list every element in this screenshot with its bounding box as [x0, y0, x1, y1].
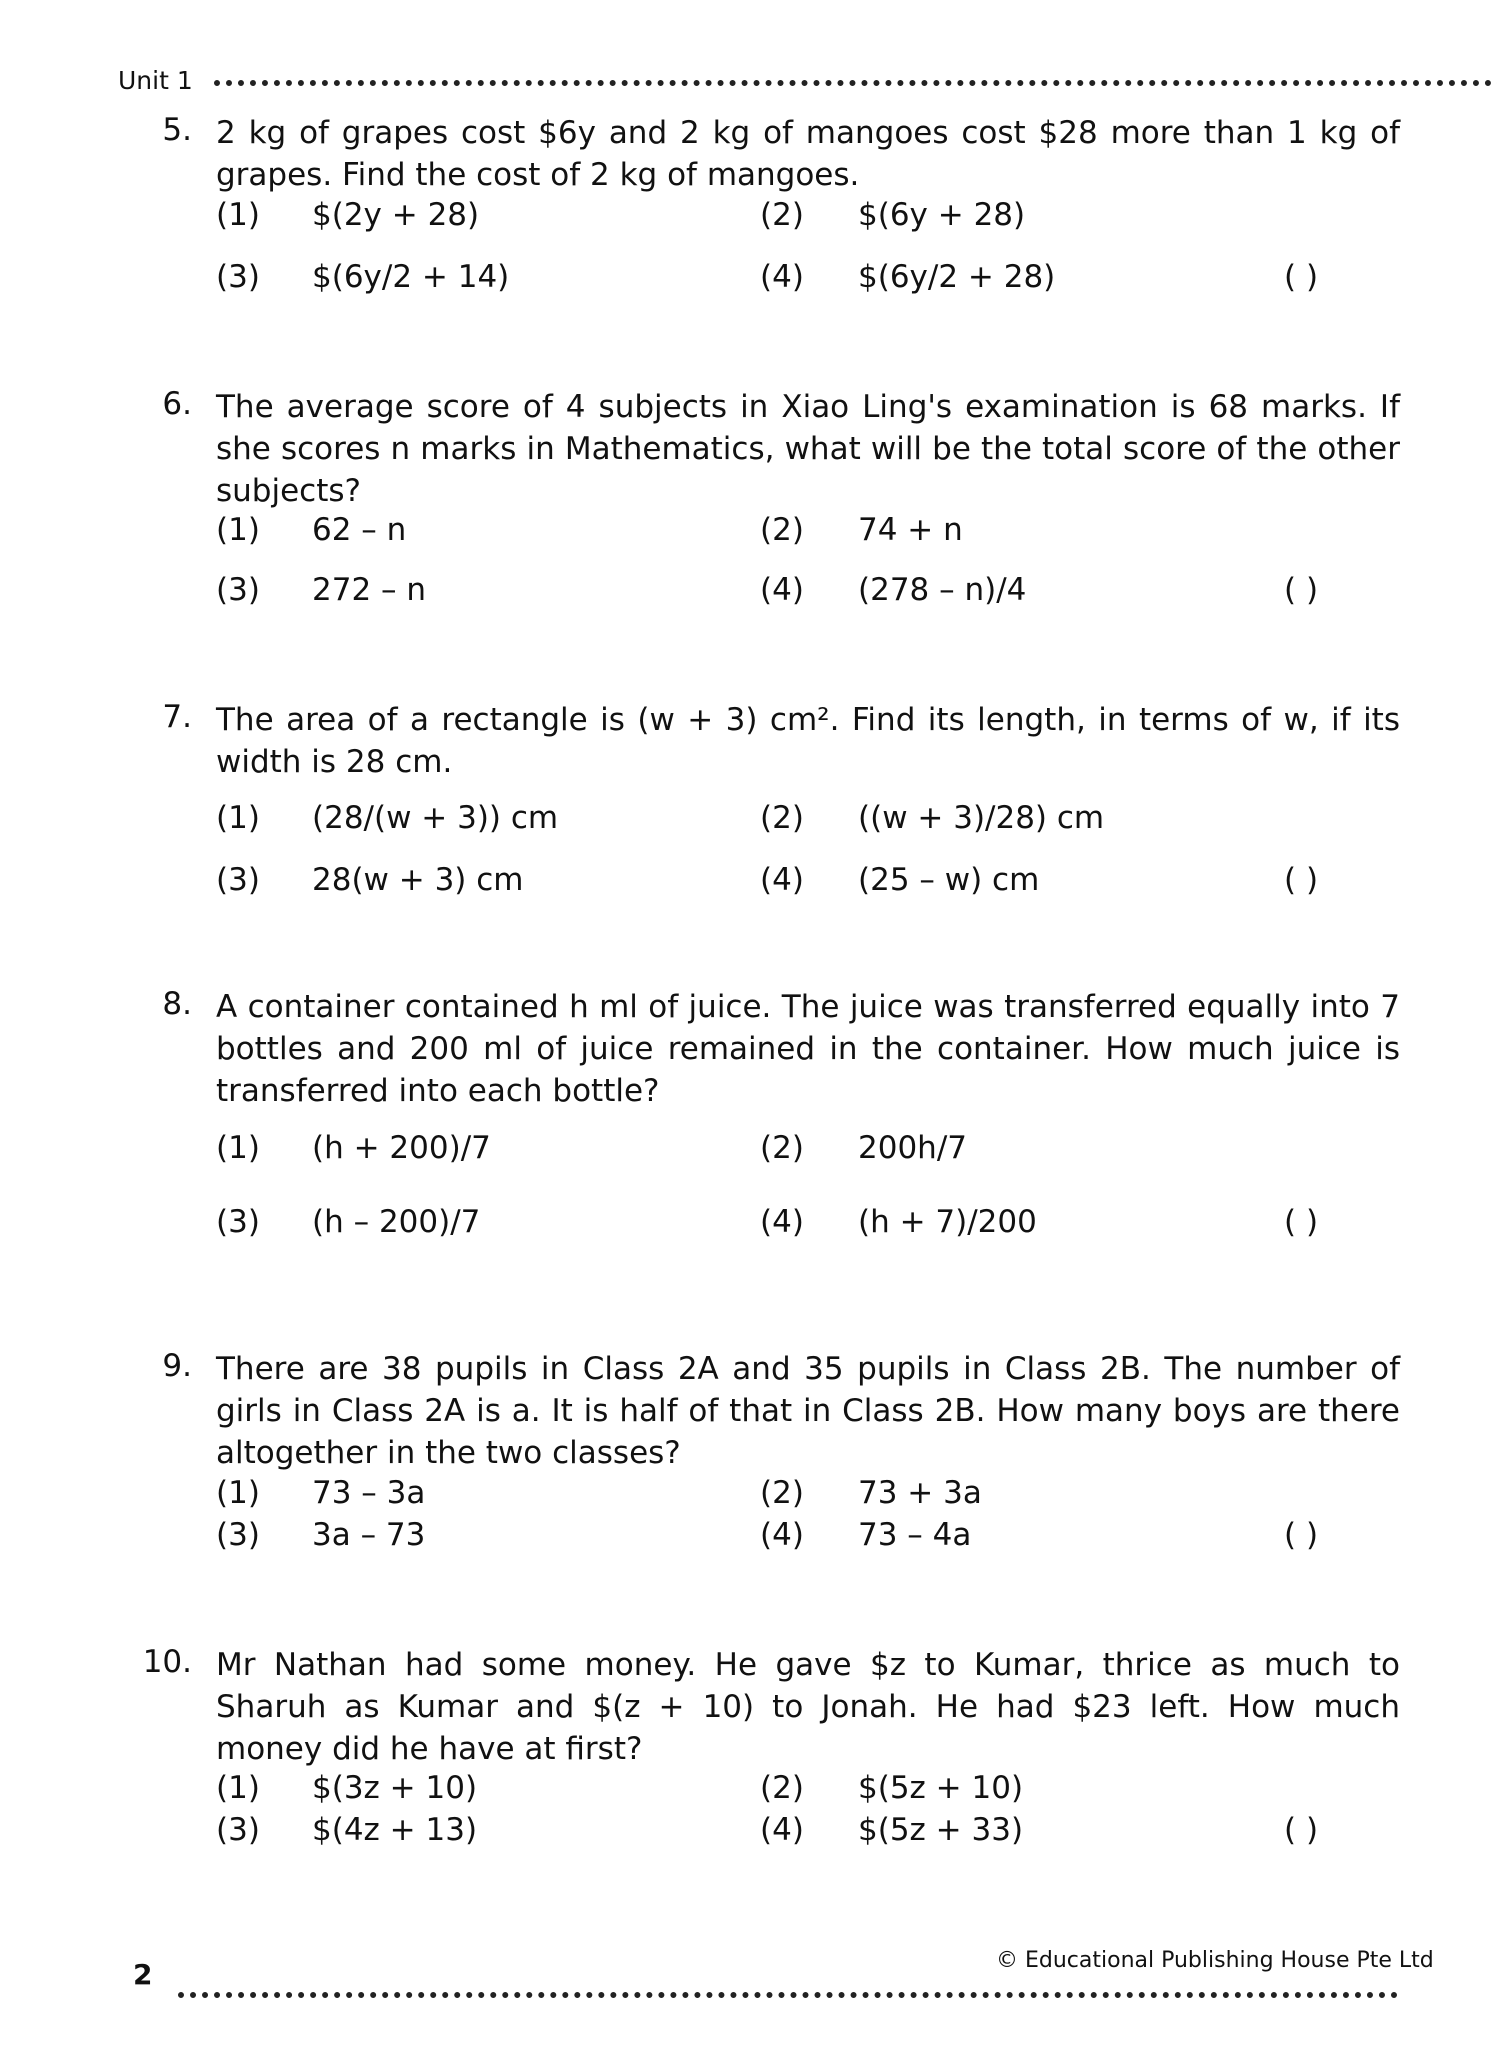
answer-bracket[interactable]: ( ) — [1284, 259, 1319, 295]
option-label: (2) — [760, 1130, 804, 1166]
option-label: (3) — [216, 572, 260, 608]
option-3[interactable]: 28(w + 3) cm — [312, 862, 524, 898]
question-number: 9. — [162, 1348, 192, 1384]
option-3[interactable]: $(4z + 13) — [312, 1812, 478, 1848]
option-1[interactable]: 73 – 3a — [312, 1475, 426, 1511]
option-1[interactable]: 62 – n — [312, 512, 407, 548]
question-number: 5. — [162, 112, 192, 148]
answer-bracket[interactable]: ( ) — [1284, 862, 1319, 898]
option-1[interactable]: (28/(w + 3)) cm — [312, 800, 559, 836]
question-number: 10. — [142, 1644, 192, 1680]
option-label: (2) — [760, 800, 804, 836]
option-label: (1) — [216, 1475, 260, 1511]
option-label: (1) — [216, 1130, 260, 1166]
copyright-notice: © Educational Publishing House Pte Ltd — [996, 1948, 1434, 1973]
option-4[interactable]: $(5z + 33) — [858, 1812, 1024, 1848]
option-label: (4) — [760, 1812, 804, 1848]
option-3[interactable]: 272 – n — [312, 572, 427, 608]
option-3[interactable]: (h – 200)/7 — [312, 1204, 481, 1240]
option-label: (3) — [216, 1812, 260, 1848]
option-label: (1) — [216, 1770, 260, 1806]
option-label: (4) — [760, 1204, 804, 1240]
answer-bracket[interactable]: ( ) — [1284, 1812, 1319, 1848]
option-label: (1) — [216, 512, 260, 548]
option-label: (2) — [760, 512, 804, 548]
option-2[interactable]: $(6y + 28) — [858, 197, 1026, 233]
header-dotted-rule — [214, 80, 1497, 86]
option-label: (4) — [760, 862, 804, 898]
answer-bracket[interactable]: ( ) — [1284, 572, 1319, 608]
page-header — [118, 66, 1398, 106]
option-label: (1) — [216, 197, 260, 233]
unit-label: Unit 1 — [118, 66, 193, 95]
option-label: (3) — [216, 259, 260, 295]
question-text: There are 38 pupils in Class 2A and 35 pupils in Class 2B. The number of girls in Class 2A is a. It is half of that in Class 2B. How many boys are there altogether in the two classes? — [216, 1351, 1400, 1471]
option-label: (3) — [216, 1517, 260, 1553]
question-text: Mr Nathan had some money. He gave $z to Kumar, thrice as much to Sharuh as Kumar and $(z + 10) to Jonah. He had $23 left. How much money did he have at first? — [216, 1647, 1400, 1767]
option-label: (1) — [216, 800, 260, 836]
option-label: (4) — [760, 1517, 804, 1553]
option-4[interactable]: (h + 7)/200 — [858, 1204, 1037, 1240]
option-label: (4) — [760, 259, 804, 295]
page-number: 2 — [133, 1958, 153, 1991]
option-4[interactable]: $(6y/2 + 28) — [858, 259, 1056, 295]
option-4[interactable]: 73 – 4a — [858, 1517, 972, 1553]
question-text: The area of a rectangle is (w + 3) cm². Find its length, in terms of w, if its width is 28 cm. — [216, 702, 1400, 780]
option-3[interactable]: 3a – 73 — [312, 1517, 426, 1553]
footer-dotted-rule — [178, 1992, 1398, 1998]
option-label: (3) — [216, 862, 260, 898]
option-2[interactable]: 200h/7 — [858, 1130, 967, 1166]
option-2[interactable]: $(5z + 10) — [858, 1770, 1024, 1806]
option-2[interactable]: 73 + 3a — [858, 1475, 982, 1511]
option-3[interactable]: $(6y/2 + 14) — [312, 259, 510, 295]
question-number: 6. — [162, 386, 192, 422]
option-1[interactable]: $(2y + 28) — [312, 197, 480, 233]
question-text: A container contained h ml of juice. The juice was transferred equally into 7 bottles and 200 ml of juice remained in the container. How much juice is transferred into each bottle? — [216, 989, 1400, 1109]
question-text: 2 kg of grapes cost $6y and 2 kg of mangoes cost $28 more than 1 kg of grapes. Find the cost of 2 kg of mangoes. — [216, 115, 1400, 193]
option-2[interactable]: ((w + 3)/28) cm — [858, 800, 1105, 836]
option-label: (4) — [760, 572, 804, 608]
option-label: (2) — [760, 1770, 804, 1806]
answer-bracket[interactable]: ( ) — [1284, 1517, 1319, 1553]
option-4[interactable]: (25 – w) cm — [858, 862, 1040, 898]
answer-bracket[interactable]: ( ) — [1284, 1204, 1319, 1240]
option-1[interactable]: $(3z + 10) — [312, 1770, 478, 1806]
option-label: (2) — [760, 197, 804, 233]
option-4[interactable]: (278 – n)/4 — [858, 572, 1027, 608]
option-1[interactable]: (h + 200)/7 — [312, 1130, 491, 1166]
option-label: (3) — [216, 1204, 260, 1240]
question-text: The average score of 4 subjects in Xiao Ling's examination is 68 marks. If she scores n marks in Mathematics, what will be the total score of the other subjects? — [216, 389, 1400, 509]
option-2[interactable]: 74 + n — [858, 512, 963, 548]
question-number: 7. — [162, 699, 192, 735]
question-number: 8. — [162, 986, 192, 1022]
option-label: (2) — [760, 1475, 804, 1511]
